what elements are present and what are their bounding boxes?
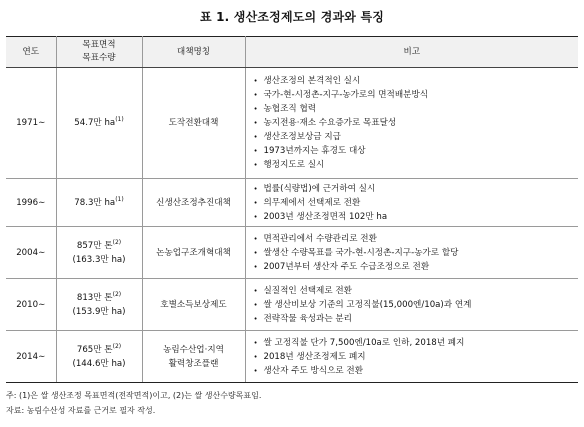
cell-target-line bbox=[57, 196, 142, 210]
bullet-icon: • bbox=[253, 91, 258, 99]
cell-target-line bbox=[57, 291, 142, 305]
bullet-icon: • bbox=[253, 352, 258, 361]
cell-policy bbox=[142, 279, 245, 331]
remarks-text: 2007년부터 생산자 주도 수급조정으로 전환 bbox=[263, 261, 430, 272]
remarks-text: 면적관리에서 수량관리로 전환 bbox=[263, 233, 377, 244]
cell-target-value: 813만 톤 bbox=[76, 292, 113, 303]
cell-target bbox=[56, 68, 142, 179]
bullet-icon: • bbox=[253, 105, 258, 113]
bullet-icon: • bbox=[253, 77, 258, 85]
remarks-text: 농지전용·재소 수요증가로 목표달성 bbox=[263, 118, 397, 128]
remarks-text: 쌀 고정직불 단가 7,500엔/10a로 인하, 2018년 폐지 bbox=[263, 337, 465, 348]
bullet-icon: • bbox=[253, 338, 258, 347]
remarks-text: 쌀 생산비보상 기준의 고정직불(15,000엔/10a)과 연계 bbox=[263, 299, 472, 310]
bullet-icon: • bbox=[253, 300, 258, 309]
cell-policy-line: 논농업구조개혁대책 bbox=[156, 247, 231, 258]
remarks-text: 실질적인 선택제로 전환 bbox=[263, 285, 352, 296]
cell-target bbox=[56, 179, 142, 227]
remarks-item bbox=[254, 74, 575, 88]
bullet-icon: • bbox=[253, 198, 258, 207]
bullet-icon: • bbox=[253, 184, 258, 193]
footnote-mark: (1) bbox=[115, 195, 124, 203]
remarks-text: 전략작물 육성과는 분리 bbox=[263, 313, 352, 324]
cell-policy bbox=[142, 331, 245, 383]
cell-target-line bbox=[57, 305, 142, 319]
table-row bbox=[6, 179, 578, 227]
header-policy: 대책명칭 bbox=[142, 37, 245, 68]
cell-remarks bbox=[245, 331, 578, 383]
footnote-mark: (2) bbox=[112, 290, 122, 298]
remarks-list bbox=[254, 232, 575, 274]
table-row bbox=[6, 68, 578, 179]
cell-target-value: 857만 톤 bbox=[76, 240, 113, 251]
bullet-icon: • bbox=[253, 212, 258, 221]
remarks-item bbox=[254, 312, 575, 326]
cell-target-value: (153.9만 ha) bbox=[72, 306, 126, 317]
remarks-list bbox=[254, 182, 575, 224]
cell-remarks bbox=[245, 179, 578, 227]
remarks-item bbox=[254, 158, 575, 172]
cell-policy-line: 호별소득보상제도 bbox=[160, 299, 227, 310]
table-row bbox=[6, 227, 578, 279]
cell-remarks bbox=[245, 227, 578, 279]
cell-year: 2014∼ bbox=[6, 331, 56, 383]
bullet-icon: • bbox=[253, 262, 258, 271]
policy-history-table bbox=[6, 36, 578, 383]
remarks-text: 생산조정보상금 지급 bbox=[263, 132, 341, 142]
header-remarks: 비고 bbox=[245, 37, 578, 68]
footnote-mark: (2) bbox=[112, 238, 122, 246]
remarks-text: 생산조정의 본격적인 실시 bbox=[263, 76, 361, 86]
cell-target-value: 54.7만 ha bbox=[74, 118, 116, 128]
cell-policy-line: 도작전환대책 bbox=[168, 118, 219, 128]
remarks-text: 국가-현-시정촌-지구-농가로의 면적배분방식 bbox=[263, 90, 429, 100]
cell-year: 1971∼ bbox=[6, 68, 56, 179]
table-title: 표 1. 생산조정제도의 경과와 특징 bbox=[199, 10, 385, 24]
remarks-item bbox=[254, 232, 575, 246]
cell-target bbox=[56, 227, 142, 279]
remarks-item bbox=[254, 144, 575, 158]
remarks-text: 2003년 생산조정면적 102만 ha bbox=[263, 211, 388, 222]
cell-target-value: (163.3만 ha) bbox=[72, 254, 126, 265]
cell-policy-line: 활력창조플랜 bbox=[168, 358, 219, 369]
remarks-item bbox=[254, 116, 575, 130]
cell-year: 1996∼ bbox=[6, 179, 56, 227]
remarks-item bbox=[254, 210, 575, 224]
table-body bbox=[6, 68, 578, 383]
remarks-item bbox=[254, 284, 575, 298]
header-target-area: 목표면적 bbox=[82, 40, 116, 50]
footnote-mark: (1) bbox=[115, 116, 124, 123]
bullet-icon: • bbox=[253, 234, 258, 243]
cell-remarks bbox=[245, 279, 578, 331]
remarks-item bbox=[254, 88, 575, 102]
remarks-item bbox=[254, 102, 575, 116]
remarks-item bbox=[254, 196, 575, 210]
cell-target-value: 78.3만 ha bbox=[74, 197, 116, 208]
cell-target bbox=[56, 331, 142, 383]
cell-target-line bbox=[57, 343, 142, 357]
bullet-icon: • bbox=[253, 366, 258, 375]
cell-policy-line: 농림수산업·지역 bbox=[163, 344, 224, 355]
header-year: 연도 bbox=[6, 37, 56, 68]
cell-target-line bbox=[57, 239, 142, 253]
table-header-row bbox=[6, 37, 578, 68]
cell-year: 2004∼ bbox=[6, 227, 56, 279]
bullet-icon: • bbox=[253, 286, 258, 295]
cell-target bbox=[56, 279, 142, 331]
cell-policy bbox=[142, 227, 245, 279]
bullet-icon: • bbox=[253, 314, 258, 323]
cell-target-line bbox=[57, 116, 142, 130]
cell-target-value: (144.6만 ha) bbox=[72, 358, 126, 369]
remarks-text: 쌀생산 수량목표를 국가-현-시정촌-지구-농가로 할당 bbox=[263, 247, 459, 258]
cell-year: 2010∼ bbox=[6, 279, 56, 331]
cell-target-line bbox=[57, 357, 142, 371]
footnote-source: 자료: 농림수산성 자료를 근거로 필자 작성. bbox=[6, 406, 156, 415]
cell-target-value: 765만 톤 bbox=[76, 344, 113, 355]
remarks-list bbox=[254, 336, 575, 378]
cell-policy bbox=[142, 68, 245, 179]
bullet-icon: • bbox=[253, 133, 258, 141]
footnote-note: 주: (1)은 쌀 생산조정 목표면적(전작면적)이고, (2)는 쌀 생산수량목표임. bbox=[6, 391, 262, 400]
bullet-icon: • bbox=[253, 147, 258, 155]
bullet-icon: • bbox=[253, 248, 258, 257]
remarks-item bbox=[254, 350, 575, 364]
remarks-text: 행정지도로 실시 bbox=[263, 160, 325, 170]
remarks-item bbox=[254, 130, 575, 144]
bullet-icon: • bbox=[253, 119, 258, 127]
remarks-text: 2018년 생산조정제도 폐지 bbox=[263, 351, 366, 362]
remarks-text: 생산자 주도 방식으로 전환 bbox=[263, 365, 364, 376]
table-row bbox=[6, 279, 578, 331]
remarks-list bbox=[254, 284, 575, 326]
bullet-icon: • bbox=[253, 161, 258, 169]
remarks-item bbox=[254, 182, 575, 196]
cell-policy-line: 신생산조정추진대책 bbox=[156, 197, 231, 208]
remarks-item bbox=[254, 260, 575, 274]
remarks-text: 농협조직 협력 bbox=[263, 104, 317, 114]
remarks-item bbox=[254, 246, 575, 260]
header-target bbox=[56, 37, 142, 68]
table-row bbox=[6, 331, 578, 383]
footnote-mark: (2) bbox=[112, 342, 122, 350]
remarks-text: 1973년까지는 휴경도 대상 bbox=[263, 146, 366, 156]
cell-target-line bbox=[57, 253, 142, 267]
remarks-list bbox=[254, 74, 575, 172]
cell-remarks bbox=[245, 68, 578, 179]
cell-policy bbox=[142, 179, 245, 227]
remarks-text: 의무제에서 선택제로 전환 bbox=[263, 197, 361, 208]
remarks-item bbox=[254, 298, 575, 312]
remarks-item bbox=[254, 364, 575, 378]
header-target-quantity: 목표수량 bbox=[82, 53, 116, 63]
remarks-text: 법률(식량법)에 근거하여 실시 bbox=[263, 183, 376, 194]
remarks-item bbox=[254, 336, 575, 350]
